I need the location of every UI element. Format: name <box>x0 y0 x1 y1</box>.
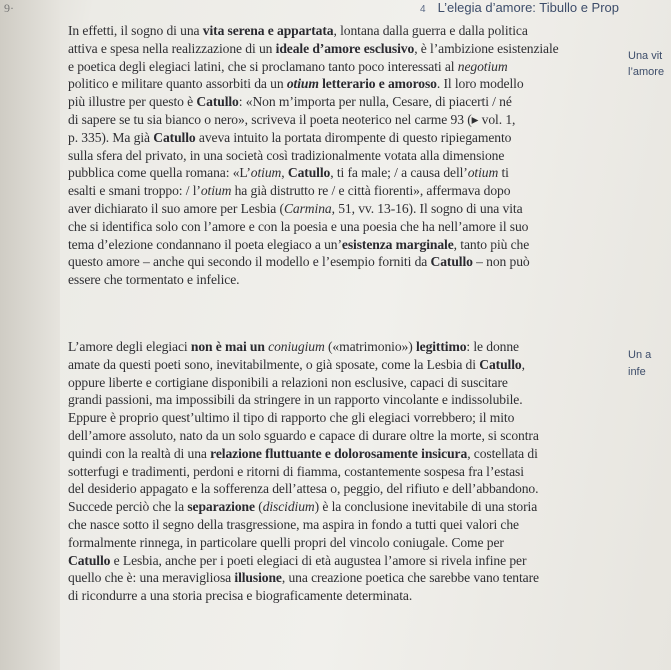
chapter-number: 4 <box>420 4 426 15</box>
text-line: questo amore – anche qui secondo il modello e l’esempio forniti da Catullo – non può <box>68 254 530 270</box>
text-line: politico e militare quanto assorbiti da un otium letterario e amoroso. Il loro modello <box>68 76 524 92</box>
text-line: quindi con la realtà di una relazione fluttuante e dolorosamente insicura, costellata di <box>68 445 538 461</box>
text-line: che nasce sotto il segno della trasgressione, ma aspira in fondo a tutti quei valori che <box>68 516 519 532</box>
margin-note: Una vit <box>628 50 663 62</box>
text-line: formalmente rinnega, in particolare quelli propri del vincolo coniugale. Come per <box>68 534 504 550</box>
page-gutter <box>0 0 60 670</box>
text-line: L’amore degli elegiaci non è mai un coniugium («matrimonio») legittimo: le donne <box>68 339 519 354</box>
text-line: Eppure è proprio quest’ultimo il tipo di rapporto che gli elegiaci vorrebbero; il mito <box>68 410 515 426</box>
text-line: quello che è: una meravigliosa illusione, una creazione poetica che sarebbe vano tentare <box>68 570 539 586</box>
margin-note: Un a <box>628 349 652 361</box>
text-line: sulla sfera del privato, in una società così tradizionalmente votata alla dimensione <box>68 147 505 163</box>
text-line: Succede perciò che la separazione (discidium) è la conclusione inevitabile di una storia <box>68 499 538 515</box>
text-line: esalti e smani troppo: / l’otium ha già distrutto re / e città fiorenti», affermava dopo <box>68 183 511 199</box>
text-line: sotterfugi e tradimenti, perdoni e ritorni di fiamma, costantemente sospesa fra l’estasi <box>68 463 524 479</box>
text-line: e poetica degli elegiaci latini, che si proclamano tanto poco interessati al negotium <box>68 58 508 74</box>
text-line: di sapere se tu sia bianco o nero», scriveva il poeta neoterico nel carme 93 (▸ vol. 1, <box>68 111 516 127</box>
margin-note: infe <box>628 366 646 378</box>
text-line: di ricondurre a una storia precisa e biograficamente determinata. <box>68 588 413 604</box>
chapter-title: L’elegia d’amore: Tibullo e Prop <box>437 0 620 15</box>
text-line: pubblica come quella romana: «L’otium, Catullo, ti fa male; / a causa dell’otium ti <box>68 165 509 181</box>
side-mark: 9· <box>4 1 14 15</box>
text-line: che si identifica solo con l’amore e con la poesia e una poesia che ha nell’amore il suo <box>68 218 529 234</box>
text-line: del desiderio appagato e la sofferenza dell’attesa o, peggio, del rifiuto e dell’abbandono. <box>68 481 539 497</box>
text-line: essere che tormentato e infelice. <box>68 272 240 288</box>
text-line: p. 335). Ma già Catullo aveva intuito la portata dirompente di questo ripiegamento <box>68 129 512 145</box>
margin-note: l’amore <box>628 66 665 78</box>
text-line: dell’amore assoluto, nato da un solo sguardo e capace di durare oltre la morte, si scontra <box>68 427 539 443</box>
running-header <box>420 0 671 22</box>
text-line: attiva e spesa nella realizzazione di un ideale d’amore esclusivo, è l’ambizione esistenziale <box>68 40 559 56</box>
paragraph-1 <box>68 22 623 289</box>
text-line: In effetti, il sogno di una vita serena e appartata, lontana dalla guerra e dalla politica <box>68 23 528 38</box>
text-line: Catullo e Lesbia, anche per i poeti elegiaci di età augustea l’amore si rivela infine per <box>68 552 527 568</box>
text-line: aver dichiarato il suo amore per Lesbia (Carmina, 51, vv. 13-16). Il sogno di una vita <box>68 200 523 216</box>
text-line: amate da questi poeti sono, inevitabilmente, o già sposate, come la Lesbia di Catullo, <box>68 356 525 372</box>
text-line: più illustre per questo è Catullo: «Non m’importa per nulla, Cesare, di piacerti / né <box>68 94 512 110</box>
text-line: tema d’elezione condannano il poeta elegiaco a un’esistenza marginale, tanto più che <box>68 236 530 252</box>
paragraph-2 <box>68 338 623 605</box>
text-line: oppure liberte e cortigiane disponibili a relazioni non esclusive, capaci di suscitare <box>68 374 508 390</box>
text-line: grandi passioni, ma impossibili da stringere in un rapporto vincolante e indissolubile. <box>68 392 523 408</box>
